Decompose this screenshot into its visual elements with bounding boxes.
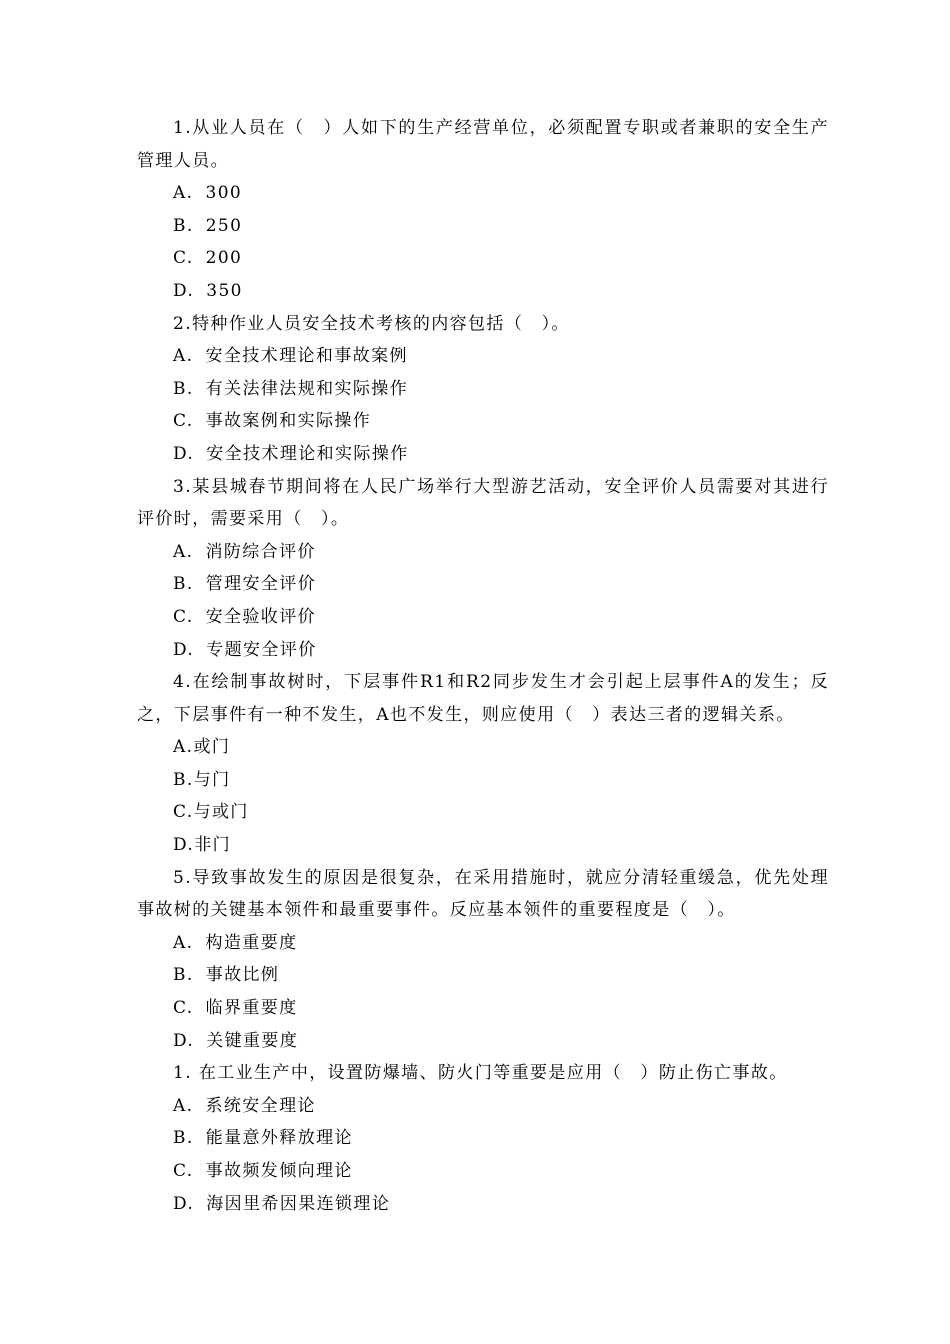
option-text: 350 bbox=[206, 280, 243, 301]
option-letter: C. bbox=[173, 411, 194, 432]
option-text: 临界重要度 bbox=[205, 998, 298, 1019]
option-letter: B. bbox=[173, 215, 194, 236]
option-letter: C. bbox=[173, 248, 194, 269]
option-letter: D. bbox=[173, 443, 195, 464]
option-d bbox=[137, 634, 829, 667]
option-letter: C. bbox=[173, 998, 194, 1019]
option-b bbox=[137, 568, 829, 601]
option-c bbox=[137, 796, 829, 829]
option-d bbox=[137, 275, 829, 308]
option-letter: B. bbox=[173, 378, 194, 399]
option-text: 系统安全理论 bbox=[205, 1095, 316, 1116]
option-a bbox=[137, 731, 829, 764]
question-6 bbox=[137, 1057, 829, 1220]
option-letter: B. bbox=[173, 1128, 194, 1149]
option-d bbox=[137, 829, 829, 862]
option-letter: A. bbox=[173, 1095, 194, 1116]
question-stem: 1.从业人员在（ ）人如下的生产经营单位，必须配置专职或者兼职的安全生产管理人员。 bbox=[137, 118, 829, 171]
option-letter: D. bbox=[173, 1030, 195, 1051]
option-letter: A. bbox=[173, 541, 194, 562]
option-letter: D. bbox=[173, 639, 195, 660]
question-2 bbox=[137, 308, 829, 471]
option-a bbox=[137, 177, 829, 210]
option-letter: B. bbox=[173, 574, 194, 595]
option-d bbox=[137, 1188, 829, 1221]
option-text: 非门 bbox=[194, 835, 232, 856]
question-stem: 1. 在工业生产中，设置防爆墙、防火门等重要是应用（ ）防止伤亡事故。 bbox=[173, 1063, 788, 1084]
option-c bbox=[137, 405, 829, 438]
option-b bbox=[137, 959, 829, 992]
option-letter: B. bbox=[173, 769, 194, 790]
option-text: 安全验收评价 bbox=[205, 606, 317, 627]
option-text: 安全技术理论和事故案例 bbox=[205, 346, 408, 367]
option-text: 250 bbox=[205, 215, 243, 236]
option-letter: A. bbox=[173, 346, 194, 367]
option-a bbox=[137, 340, 829, 373]
option-text: 事故频发倾向理论 bbox=[205, 1161, 353, 1181]
option-letter: C. bbox=[173, 802, 194, 823]
option-text: 300 bbox=[205, 183, 243, 204]
question-stem: 5.导致事故发生的原因是很复杂，在采用措施时，就应分清轻重缓急，优先处理事故树的关键基本领件和最重要事件。反应基本领件的重要程度是（ ）。 bbox=[137, 867, 829, 921]
question-stem: 2.特种作业人员安全技术考核的内容包括（ ）。 bbox=[173, 313, 570, 334]
option-c bbox=[137, 242, 829, 275]
option-c bbox=[137, 992, 829, 1025]
question-5 bbox=[137, 862, 829, 1058]
question-1 bbox=[137, 112, 829, 308]
question-3 bbox=[137, 471, 829, 667]
option-text: 与或门 bbox=[193, 802, 249, 823]
option-d bbox=[137, 1025, 829, 1058]
option-text: 事故案例和实际操作 bbox=[205, 411, 372, 432]
option-text: 构造重要度 bbox=[205, 932, 298, 953]
option-text: 与门 bbox=[193, 769, 231, 790]
option-letter: D. bbox=[173, 1193, 195, 1214]
option-letter: A. bbox=[173, 183, 194, 204]
option-a bbox=[137, 927, 829, 960]
option-letter: C. bbox=[173, 1161, 194, 1181]
option-d bbox=[137, 438, 829, 471]
question-stem: 4.在绘制事故树时，下层事件R1和R2同步发生才会引起上层事件A的发生；反之，下层事件有一种不发生，A也不发生，则应使用（ ）表达三者的逻辑关系。 bbox=[137, 672, 829, 725]
option-b bbox=[137, 1122, 829, 1155]
option-a bbox=[137, 536, 829, 569]
option-text: 专题安全评价 bbox=[206, 639, 317, 660]
question-4 bbox=[137, 666, 829, 862]
option-b bbox=[137, 210, 829, 243]
option-text: 能量意外释放理论 bbox=[205, 1128, 353, 1149]
option-text: 安全技术理论和实际操作 bbox=[206, 443, 409, 464]
option-text: 管理安全评价 bbox=[205, 574, 317, 595]
option-text: 关键重要度 bbox=[206, 1030, 299, 1051]
option-letter: A. bbox=[173, 932, 194, 953]
option-text: 海因里希因果连锁理论 bbox=[206, 1193, 391, 1214]
option-letter: B. bbox=[173, 965, 194, 986]
option-text: 或门 bbox=[193, 737, 231, 758]
option-b bbox=[137, 373, 829, 406]
option-text: 事故比例 bbox=[205, 965, 280, 986]
question-stem: 3.某县城春节期间将在人民广场举行大型游艺活动，安全评价人员需要对其进行评价时，需要采用（ ）。 bbox=[137, 476, 829, 530]
option-letter: D. bbox=[173, 835, 195, 856]
option-c bbox=[137, 1155, 829, 1188]
option-c bbox=[137, 601, 829, 634]
option-text: 200 bbox=[205, 248, 243, 269]
option-b bbox=[137, 764, 829, 797]
document-page bbox=[137, 112, 829, 1220]
option-letter: D. bbox=[173, 280, 195, 301]
option-text: 有关法律法规和实际操作 bbox=[205, 378, 409, 399]
option-a bbox=[137, 1090, 829, 1123]
option-text: 消防综合评价 bbox=[205, 541, 316, 562]
option-letter: C. bbox=[173, 606, 194, 627]
option-letter: A. bbox=[173, 737, 194, 758]
